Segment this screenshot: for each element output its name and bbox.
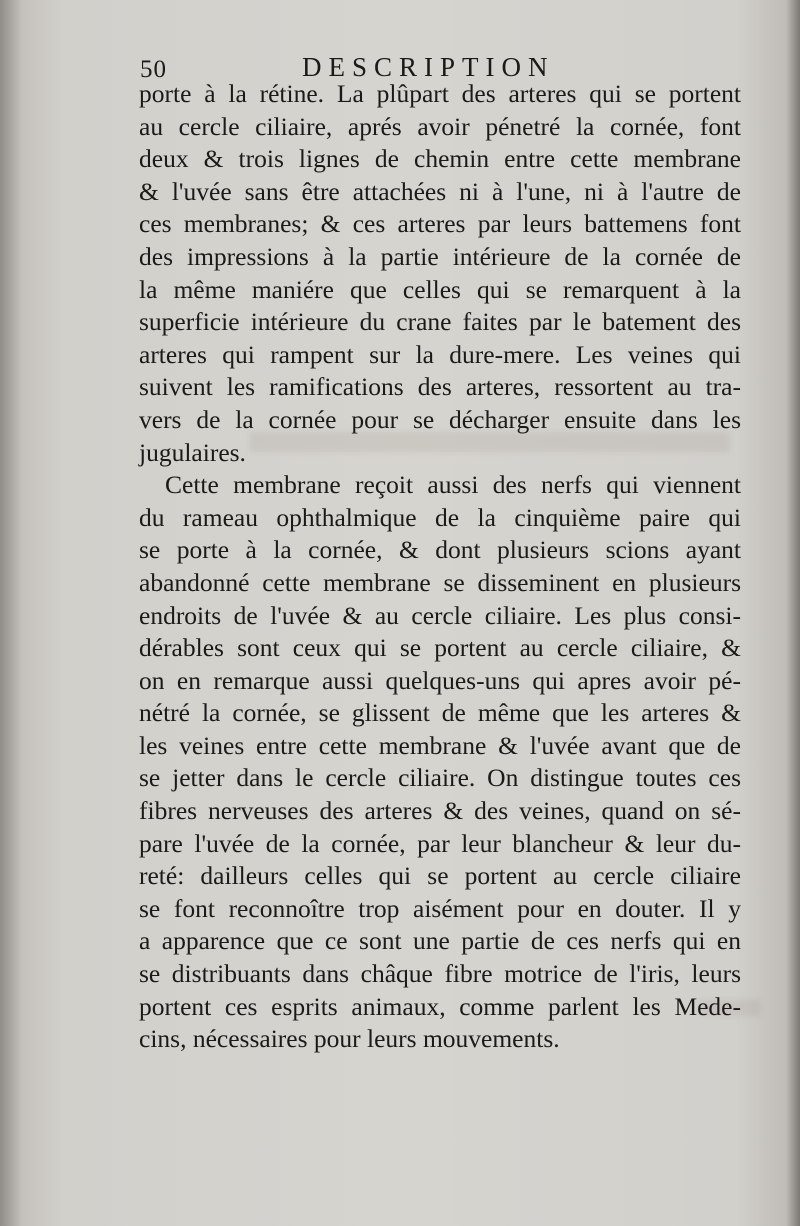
text-line: on en remarque aussi quelques-uns qui apres avoir pé- — [139, 665, 741, 695]
text-line: pare l'uvée de la cornée, par leur blancheur & leur du- — [139, 828, 741, 858]
text-line: des impressions à la partie intérieure de la cornée de — [139, 241, 741, 271]
text-line: deux & trois lignes de chemin entre cette membrane — [139, 144, 741, 174]
text-line: reté: dailleurs celles qui se portent au cercle ciliaire — [139, 861, 741, 891]
text-line: dérables sont ceux qui se portent au cercle ciliaire, & — [139, 633, 741, 663]
text-line: abandonné cette membrane se disseminent en plusieurs — [139, 567, 741, 597]
gutter-shadow — [0, 0, 22, 1226]
text-line: la même maniére que celles qui se remarquent à la — [139, 274, 741, 304]
text-line: se distribuants dans châque fibre motrice de l'iris, leurs — [139, 959, 741, 989]
text-line: Cette membrane reçoit aussi des nerfs qui viennent — [165, 470, 741, 500]
text-line: portent ces esprits animaux, comme parlent les Mede- — [139, 991, 741, 1021]
text-line: superficie intérieure du crane faites par le batement des — [139, 307, 741, 337]
text-line: les veines entre cette membrane & l'uvée avant que de — [139, 730, 741, 760]
text-line: au cercle ciliaire, aprés avoir pénetré la cornée, font — [139, 111, 741, 141]
text-line: endroits de l'uvée & au cercle ciliaire. Les plus consi- — [139, 600, 741, 630]
text-line: arteres qui rampent sur la dure-mere. Les veines qui — [139, 339, 741, 369]
page-number: 50 — [140, 56, 167, 83]
text-line: porte à la rétine. La plûpart des arteres qui se portent — [139, 79, 741, 108]
text-line: ces membranes; & ces arteres par leurs battemens font — [139, 209, 741, 239]
running-head: DESCRIPTION — [302, 52, 555, 82]
text-line: se porte à la cornée, & dont plusieurs scions ayant — [139, 535, 741, 565]
body-text — [139, 78, 741, 1056]
text-line: se jetter dans le cercle ciliaire. On distingue toutes ces — [139, 763, 741, 793]
text-line: suivent les ramifications des arteres, ressortent au tra- — [139, 372, 741, 402]
text-line: & l'uvée sans être attachées ni à l'une, ni à l'autre de — [139, 176, 741, 206]
text-line: vers de la cornée pour se décharger ensuite dans les — [139, 404, 741, 434]
text-line: du rameau ophthalmique de la cinquième paire qui — [139, 502, 741, 532]
text-line: se font reconnoître trop aisément pour en douter. Il y — [139, 893, 741, 923]
text-line: fibres nerveuses des arteres & des veines, quand on sé- — [139, 796, 741, 826]
text-line: cins, nécessaires pour leurs mouvements. — [139, 1024, 560, 1054]
text-line: nétré la cornée, se glissent de même que les arteres & — [139, 698, 741, 728]
text-line: a apparence que ce sont une partie de ces nerfs qui en — [139, 926, 741, 956]
text-line: jugulaires. — [139, 437, 246, 467]
page-edge-shadow — [786, 0, 800, 1226]
